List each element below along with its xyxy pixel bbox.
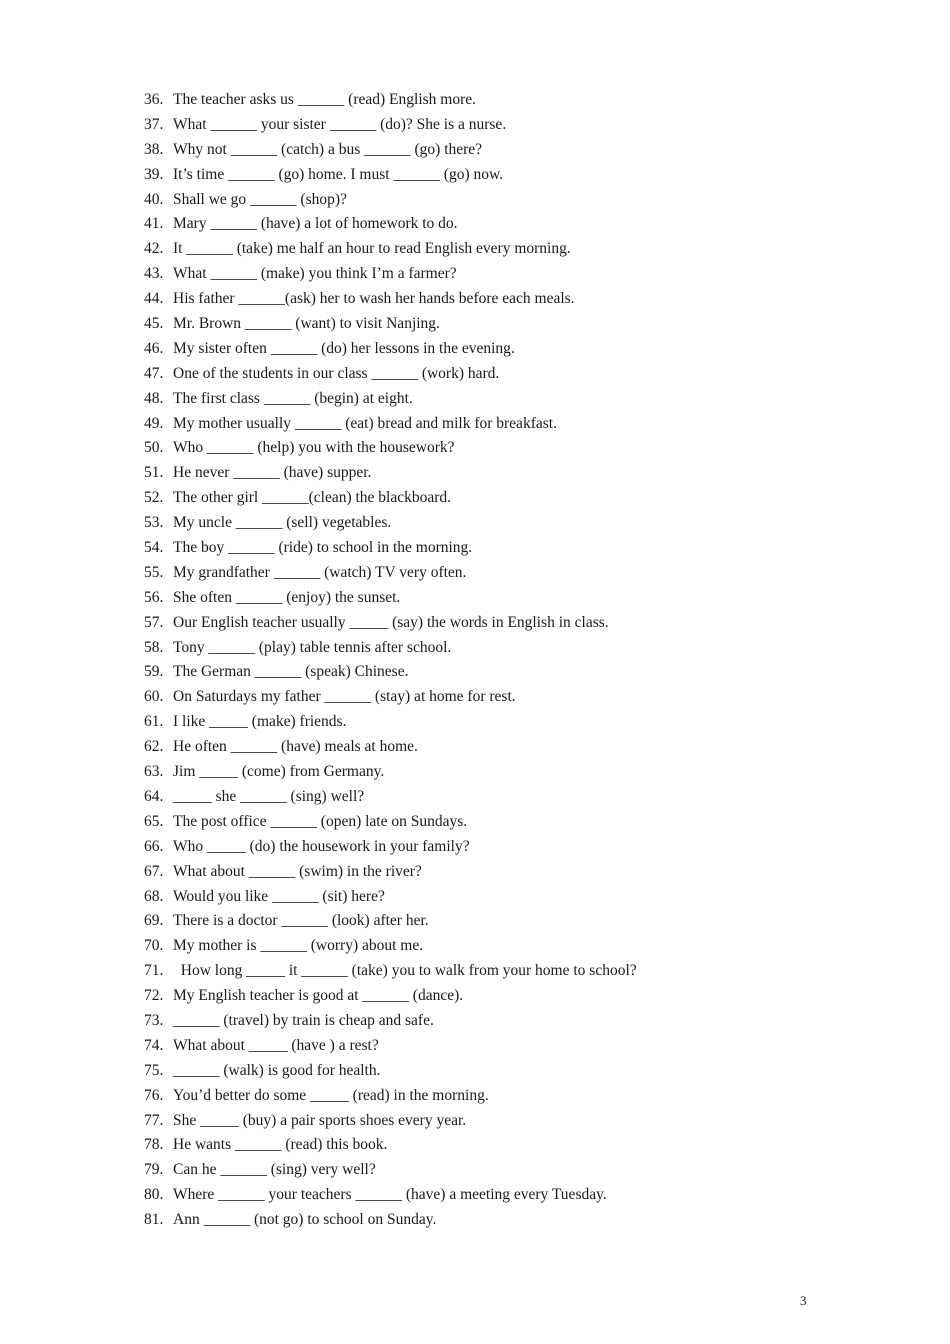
exercise-number: 62. (144, 738, 164, 756)
exercise-number: 43. (144, 265, 164, 283)
exercise-item (144, 1084, 637, 1109)
exercise-sentence: My mother is ______ (worry) about me. (173, 937, 424, 955)
exercise-item (144, 1208, 637, 1233)
exercise-item (144, 1183, 637, 1208)
exercise-item (144, 636, 637, 661)
exercise-item (144, 412, 637, 437)
exercise-item (144, 885, 637, 910)
exercise-number: 55. (144, 563, 164, 581)
exercise-item (144, 138, 637, 163)
exercise-number: 48. (144, 389, 164, 407)
exercise-number: 57. (144, 613, 164, 631)
exercise-number: 61. (144, 713, 164, 731)
exercise-sentence: He never ______ (have) supper. (173, 464, 372, 482)
exercise-item (144, 810, 637, 835)
exercise-sentence: Why not ______ (catch) a bus ______ (go) there? (173, 140, 483, 158)
exercise-sentence: Who _____ (do) the housework in your family? (173, 837, 470, 855)
exercise-item (144, 611, 637, 636)
exercise-number: 53. (144, 514, 164, 532)
exercise-item (144, 188, 637, 213)
exercise-number: 72. (144, 987, 164, 1005)
exercise-item (144, 835, 637, 860)
exercise-item (144, 561, 637, 586)
exercise-sentence: She _____ (buy) a pair sports shoes every year. (173, 1111, 467, 1129)
exercise-number: 64. (144, 787, 164, 805)
exercise-sentence: My grandfather ______ (watch) TV very often. (173, 563, 467, 581)
exercise-sentence: Tony ______ (play) table tennis after school. (173, 638, 452, 656)
exercise-item (144, 461, 637, 486)
exercise-item (144, 1009, 637, 1034)
exercise-sentence: My mother usually ______ (eat) bread and milk for breakfast. (173, 414, 557, 432)
exercise-item (144, 685, 637, 710)
exercise-item (144, 337, 637, 362)
exercise-item (144, 287, 637, 312)
exercise-number: 58. (144, 638, 164, 656)
exercise-number: 59. (144, 663, 164, 681)
exercise-item (144, 984, 637, 1009)
exercise-number: 44. (144, 290, 164, 308)
exercise-sentence: _____ she ______ (sing) well? (173, 787, 365, 805)
exercise-sentence: You’d better do some _____ (read) in the morning. (173, 1086, 489, 1104)
exercise-number: 75. (144, 1061, 164, 1079)
exercise-item (144, 586, 637, 611)
exercise-number: 37. (144, 115, 164, 133)
exercise-item (144, 1133, 637, 1158)
exercise-sentence: Would you like ______ (sit) here? (173, 887, 385, 905)
exercise-sentence: The teacher asks us ______ (read) English more. (173, 91, 477, 108)
exercise-number: 67. (144, 862, 164, 880)
exercise-sentence: The other girl ______(clean) the blackboard. (173, 489, 452, 507)
exercise-sentence: He wants ______ (read) this book. (173, 1136, 388, 1154)
exercise-sentence: It ______ (take) me half an hour to read English every morning. (173, 240, 571, 258)
exercise-item (144, 113, 637, 138)
exercise-list (144, 88, 637, 1233)
exercise-item (144, 1109, 637, 1134)
exercise-item (144, 860, 637, 885)
exercise-number: 60. (144, 688, 164, 706)
exercise-item (144, 1034, 637, 1059)
exercise-item (144, 785, 637, 810)
exercise-number: 68. (144, 887, 164, 905)
exercise-item (144, 735, 637, 760)
exercise-sentence: What ______ (make) you think I’m a farmer? (173, 265, 457, 283)
exercise-number: 54. (144, 539, 164, 557)
exercise-number: 40. (144, 190, 164, 208)
exercise-number: 76. (144, 1086, 164, 1104)
exercise-item (144, 436, 637, 461)
page-number: 3 (800, 1293, 807, 1308)
exercise-number: 79. (144, 1161, 164, 1179)
exercise-item (144, 88, 637, 113)
exercise-sentence: Who ______ (help) you with the housework? (173, 439, 455, 457)
exercise-item (144, 934, 637, 959)
exercise-number: 78. (144, 1136, 164, 1154)
exercise-number: 81. (144, 1211, 164, 1229)
exercise-number: 38. (144, 140, 164, 158)
exercise-number: 73. (144, 1011, 164, 1029)
exercise-item (144, 387, 637, 412)
exercise-number: 41. (144, 215, 164, 233)
exercise-number: 52. (144, 489, 164, 507)
exercise-item (144, 262, 637, 287)
exercise-item (144, 312, 637, 337)
exercise-sentence: How long _____ it ______ (take) you to walk from your home to school? (173, 962, 637, 980)
exercise-number: 42. (144, 240, 164, 258)
exercise-sentence: Mr. Brown ______ (want) to visit Nanjing. (173, 315, 440, 333)
exercise-item (144, 660, 637, 685)
exercise-number: 74. (144, 1036, 164, 1054)
exercise-item (144, 237, 637, 262)
exercise-sentence: My English teacher is good at ______ (dance). (173, 987, 464, 1005)
exercise-sentence: The German ______ (speak) Chinese. (173, 663, 409, 681)
exercise-sentence: There is a doctor ______ (look) after her. (173, 912, 429, 930)
exercise-sentence: Can he ______ (sing) very well? (173, 1161, 376, 1179)
exercise-item (144, 1059, 637, 1084)
exercise-item (144, 710, 637, 735)
exercise-sentence: Jim _____ (come) from Germany. (173, 763, 385, 781)
exercise-sentence: His father ______(ask) her to wash her hands before each meals. (173, 290, 575, 308)
exercise-number: 51. (144, 464, 164, 482)
exercise-number: 80. (144, 1186, 164, 1204)
exercise-sentence: One of the students in our class ______ (work) hard. (173, 364, 500, 382)
exercise-sentence: Ann ______ (not go) to school on Sunday. (173, 1211, 437, 1229)
exercise-item (144, 212, 637, 237)
exercise-item (144, 362, 637, 387)
exercise-number: 77. (144, 1111, 164, 1129)
exercise-number: 56. (144, 588, 164, 606)
exercise-sentence: On Saturdays my father ______ (stay) at home for rest. (173, 688, 516, 706)
exercise-sentence: She often ______ (enjoy) the sunset. (173, 588, 401, 606)
exercise-sentence: Our English teacher usually _____ (say) the words in English in class. (173, 613, 609, 631)
exercise-number: 71. (144, 962, 164, 980)
exercise-number: 47. (144, 364, 164, 382)
exercise-sentence: The post office ______ (open) late on Sundays. (173, 812, 468, 830)
exercise-number: 66. (144, 837, 164, 855)
exercise-number: 69. (144, 912, 164, 930)
exercise-sentence: It’s time ______ (go) home. I must ______ (go) now. (173, 165, 504, 183)
exercise-sentence: ______ (travel) by train is cheap and safe. (173, 1011, 434, 1029)
exercise-item (144, 959, 637, 984)
exercise-sentence: My sister often ______ (do) her lessons in the evening. (173, 339, 515, 357)
exercise-number: 63. (144, 763, 164, 781)
exercise-sentence: My uncle ______ (sell) vegetables. (173, 514, 392, 532)
exercise-number: 46. (144, 339, 164, 357)
exercise-sentence: I like _____ (make) friends. (173, 713, 347, 731)
exercise-sentence: Shall we go ______ (shop)? (173, 190, 347, 208)
exercise-sentence: What about ______ (swim) in the river? (173, 862, 422, 880)
exercise-number: 49. (144, 414, 164, 432)
exercise-sentence: He often ______ (have) meals at home. (173, 738, 418, 756)
exercise-sentence: The boy ______ (ride) to school in the morning. (173, 539, 473, 557)
exercise-sentence: Mary ______ (have) a lot of homework to do. (173, 215, 458, 233)
exercise-item (144, 536, 637, 561)
exercise-item (144, 163, 637, 188)
exercise-number: 36. (144, 91, 164, 108)
exercise-sentence: The first class ______ (begin) at eight. (173, 389, 413, 407)
exercise-number: 50. (144, 439, 164, 457)
exercise-sentence: Where ______ your teachers ______ (have) a meeting every Tuesday. (173, 1186, 607, 1204)
exercise-sentence: What ______ your sister ______ (do)? She is a nurse. (173, 115, 507, 133)
exercise-item (144, 511, 637, 536)
exercise-item (144, 909, 637, 934)
exercise-sentence: What about _____ (have ) a rest? (173, 1036, 379, 1054)
exercise-number: 45. (144, 315, 164, 333)
exercise-item (144, 1158, 637, 1183)
exercise-item (144, 760, 637, 785)
exercise-item (144, 486, 637, 511)
exercise-number: 65. (144, 812, 164, 830)
exercise-sentence: ______ (walk) is good for health. (173, 1061, 381, 1079)
exercise-number: 39. (144, 165, 164, 183)
exercise-number: 70. (144, 937, 164, 955)
